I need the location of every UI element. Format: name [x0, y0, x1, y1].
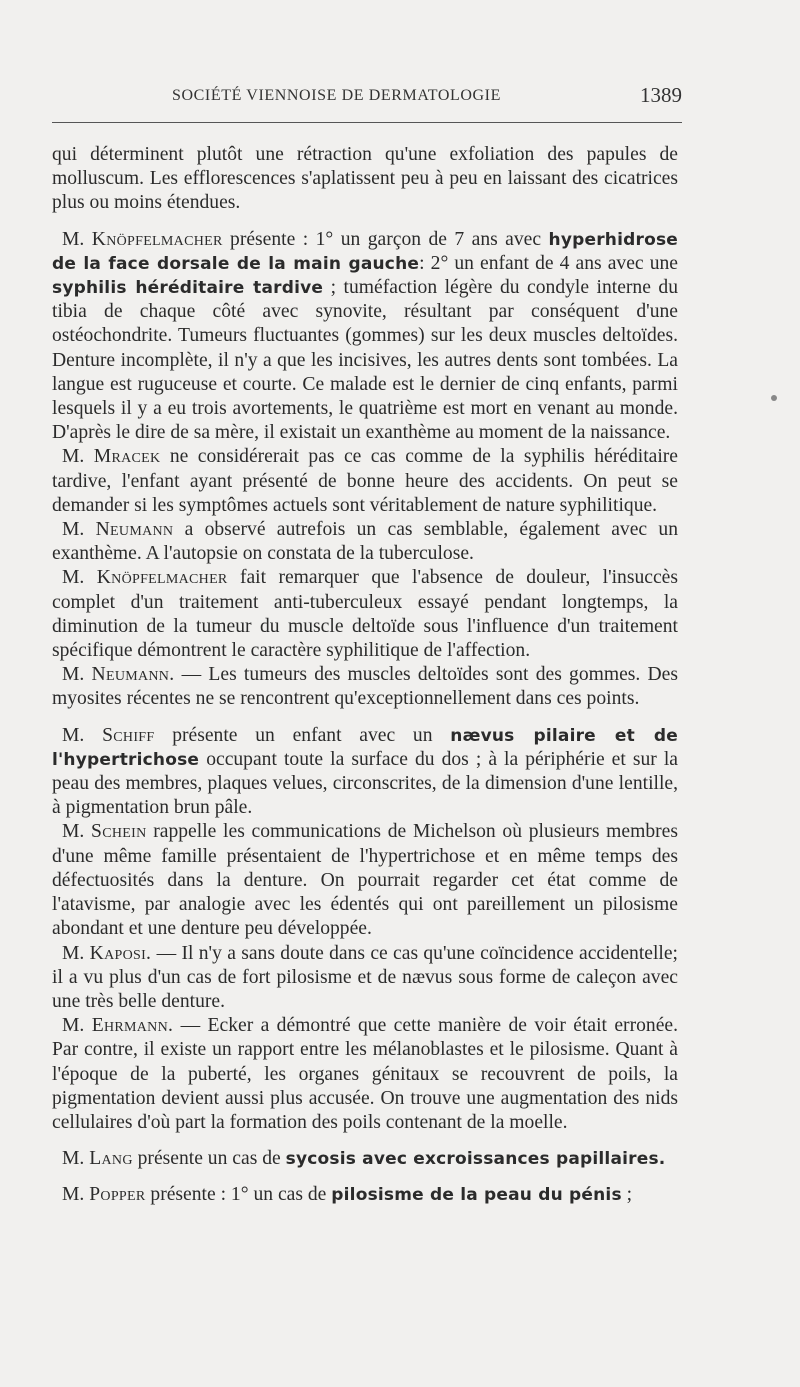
speaker-name: Neumann. [91, 664, 175, 686]
speaker-name: Schein [91, 821, 147, 843]
paragraph-text: présente : 1° un cas de [145, 1184, 332, 1206]
page-header [52, 83, 682, 111]
paragraph-3 [52, 445, 678, 518]
speaker-name: Kaposi. [89, 942, 152, 964]
section-gap [52, 712, 678, 724]
paragraph-text: présente : 1° un garçon de 7 ans avec [222, 228, 549, 250]
speaker-prefix: M. [62, 519, 96, 541]
speaker-name: Knöpfelmacher [96, 567, 228, 589]
speaker-name: Mracek [93, 446, 161, 468]
paragraph-1: qui déterminent plutôt une rétraction qu'une exfoliation des papules de molluscum. Les efflorescences s'aplatissent peu à peu en laissant des cicatrices plus ou moins étendues. [52, 144, 678, 214]
paragraph-6 [52, 663, 678, 711]
paragraph-text: rappelle les communications de Michelson où plusieurs membres d'une même famille présentaient de l'hypertrichose et en même temps des défectuosités dans la denture. On pourrait regarder cet état comme de l'atavisme, par analogie avec les édentés qui ont pareillement un pilosisme abondant et une denture peu développée. [52, 821, 678, 940]
paragraph-text: présente un cas de [132, 1148, 286, 1170]
speaker-name: Lang [89, 1148, 133, 1170]
body-text [52, 143, 678, 1208]
bold-term: sycosis avec excroissances papillaires. [285, 1149, 666, 1170]
speaker-prefix: M. [62, 1184, 90, 1206]
speaker-prefix: M. [62, 821, 92, 843]
paragraph-8 [52, 820, 678, 941]
speaker-name: Knöpfelmacher [91, 228, 223, 250]
speaker-prefix: M. [62, 942, 90, 964]
paragraph-text: présente un enfant avec un [154, 724, 451, 746]
speaker-prefix: M. [62, 446, 94, 468]
speaker-prefix: M. [62, 228, 92, 250]
page-number: 1389 [640, 83, 682, 107]
paragraph-10 [52, 1014, 678, 1135]
header-rule [52, 122, 682, 123]
speaker-prefix: M. [62, 1148, 90, 1170]
section-gap [52, 216, 678, 228]
bold-term: syphilis héréditaire tardive [52, 278, 324, 299]
paragraph-text: ; [621, 1184, 633, 1206]
paragraph-text: ne considérerait pas ce cas comme de la syphilis héréditaire tardive, l'enfant ayant présenté de bonne heure des accidents. On peut se demander si les symptômes actuels sont véritablement de nature syphilitique. [52, 446, 678, 516]
speaker-name: Popper [89, 1184, 146, 1206]
speaker-name: Schiff [102, 724, 155, 746]
speaker-prefix: M. [62, 664, 92, 686]
paragraph-12 [52, 1183, 678, 1207]
paragraph-text: fait remarquer que l'absence de douleur, l'insuccès complet d'un traitement anti-tuberculeux essayé pendant longtemps, la diminution de la tumeur du muscle deltoïde sous l'influence d'un traitement spécifique démontrent le caractère syphilitique de l'affection. [52, 567, 678, 662]
speaker-prefix: M. [62, 724, 103, 746]
paragraph-7 [52, 724, 678, 821]
paragraph-text: — Il n'y a sans doute dans ce cas qu'une coïncidence accidentelle; il a vu plus d'un cas de fort pilosisme et de nævus sous forme de caleçon avec une très belle denture. [52, 942, 678, 1012]
section-gap [52, 1135, 678, 1147]
bold-term: nævus pilaire et de l'hypertrichose [52, 725, 678, 770]
section-gap [52, 1171, 678, 1183]
paragraph-5 [52, 566, 678, 663]
bold-term: pilosisme de la peau du pénis [331, 1185, 622, 1206]
bold-term: hyperhidrose de la face dorsale de la main gauche [52, 229, 678, 274]
paragraph-2 [52, 228, 678, 446]
paragraph-text: a observé autrefois un cas semblable, également avec un exanthème. A l'autopsie on constata de la tuberculose. [52, 519, 678, 565]
running-head: SOCIÉTÉ VIENNOISE DE DERMATOLOGIE [172, 87, 501, 104]
paragraph-11 [52, 1147, 678, 1171]
paragraph-text: : 2° un enfant de 4 ans avec une [419, 252, 678, 274]
paragraph-text: occupant toute la surface du dos ; à la périphérie et sur la peau des membres, plaques velues, circonscrites, de la dimension d'une lentille, à pigmentation brun pâle. [52, 748, 678, 819]
speaker-name: Ehrmann. [91, 1015, 174, 1037]
paragraph-9 [52, 942, 678, 1015]
speaker-prefix: M. [62, 567, 97, 589]
speaker-prefix: M. [62, 1015, 92, 1037]
paragraph-text: — Ecker a démontré que cette manière de voir était erronée. Par contre, il existe un rapport entre les mélanoblastes et le pilosisme. Quant à l'époque de la puberté, les organes génitaux se recouvrent de poils, la pigmentation devient aussi plus accusée. On trouve une augmentation des nids cellulaires d'où part la formation des poils contenant de la moelle. [52, 1015, 678, 1133]
paragraph-4 [52, 518, 678, 566]
margin-mark [771, 395, 777, 401]
paragraph-text: ; tuméfaction légère du condyle interne du tibia de chaque côté avec synovite, résultant par conséquent d'une ostéochondrite. Tumeurs fluctuantes (gommes) sur les deux muscles deltoïdes. Denture incomplète, il n'y a que les incisives, les autres dents sont tombées. La langue est ruguceuse et courte. Ce malade est le dernier de cinq enfants, parmi lesquels il y a eu trois avortements, le quatrième est mort en venant au monde. D'après le dire de sa mère, il existait un exanthème au moment de la naissance. [52, 277, 679, 444]
paragraph-text: — Les tumeurs des muscles deltoïdes sont des gommes. Des myosites récentes ne se rencontrent qu'exceptionnellement dans ces points. [52, 664, 678, 710]
speaker-name: Neumann [95, 519, 174, 541]
